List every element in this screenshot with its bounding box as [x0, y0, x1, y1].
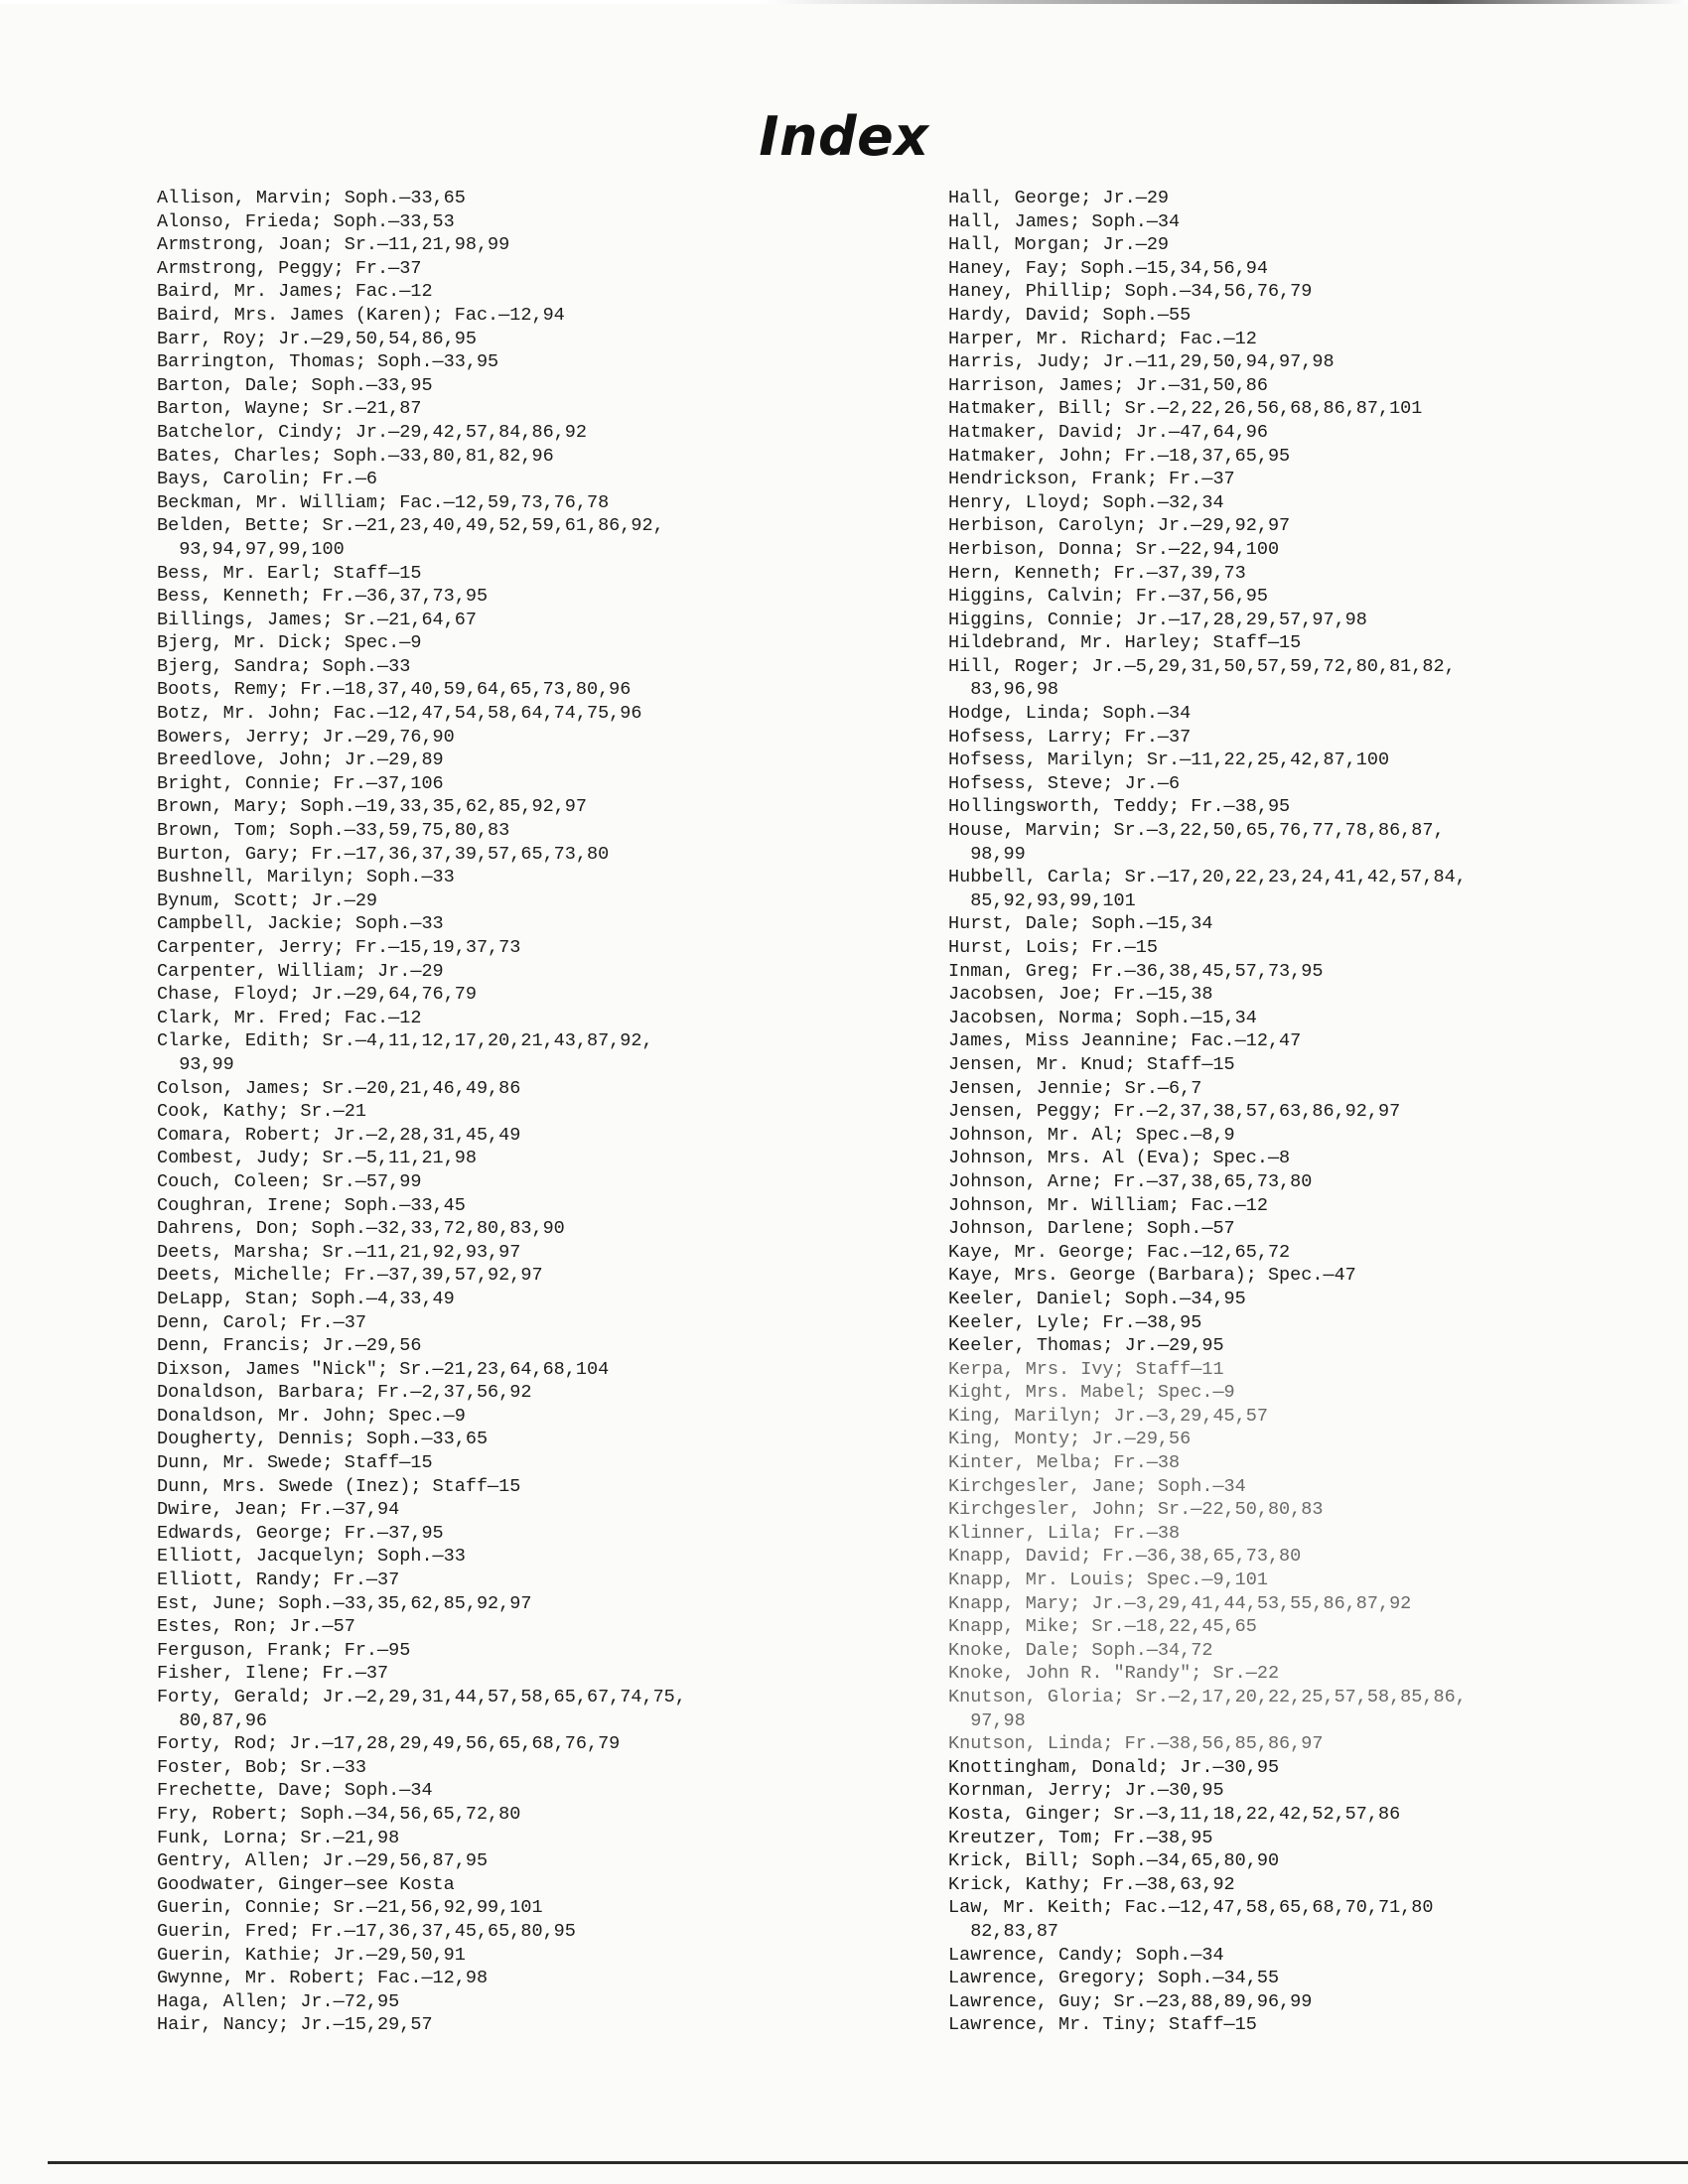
- index-entry: Hofsess, Steve; Jr.—6: [948, 772, 1181, 794]
- index-entry: Hubbell, Carla; Sr.—17,20,22,23,24,41,42,57,84,: [948, 867, 1467, 888]
- index-entry: 82,83,87: [948, 1920, 1059, 1942]
- index-entry: Hatmaker, Bill; Sr.—2,22,26,56,68,86,87,101: [948, 398, 1423, 420]
- index-entry: Frechette, Dave; Soph.—34: [157, 1780, 433, 1802]
- index-entry: King, Monty; Jr.—29,56: [948, 1429, 1192, 1450]
- index-entry: Batchelor, Cindy; Jr.—29,42,57,84,86,92: [157, 421, 587, 443]
- index-entry: Bowers, Jerry; Jr.—29,76,90: [157, 726, 455, 748]
- bottom-edge-rule: [48, 2161, 1688, 2164]
- index-entry: Kosta, Ginger; Sr.—3,11,18,22,42,52,57,86: [948, 1803, 1401, 1825]
- index-entry: Hern, Kenneth; Fr.—37,39,73: [948, 562, 1246, 584]
- index-entry: Haney, Phillip; Soph.—34,56,76,79: [948, 281, 1313, 303]
- index-entry: Kinter, Melba; Fr.—38: [948, 1452, 1181, 1474]
- index-entry: James, Miss Jeannine; Fac.—12,47: [948, 1030, 1302, 1052]
- index-entry: Inman, Greg; Fr.—36,38,45,57,73,95: [948, 960, 1324, 982]
- index-entry: Hall, George; Jr.—29: [948, 188, 1170, 208]
- index-entry: Lawrence, Gregory; Soph.—34,55: [948, 1968, 1280, 1989]
- index-entry: Burton, Gary; Fr.—17,36,37,39,57,65,73,80: [157, 843, 610, 865]
- index-entry: Goodwater, Ginger—see Kosta: [157, 1873, 455, 1895]
- index-entry: Keeler, Thomas; Jr.—29,95: [948, 1335, 1224, 1357]
- index-entry: Beckman, Mr. William; Fac.—12,59,73,76,78: [157, 491, 610, 513]
- index-entry: Kerpa, Mrs. Ivy; Staff—11: [948, 1358, 1224, 1380]
- index-entry: Billings, James; Sr.—21,64,67: [157, 609, 477, 630]
- index-entry: Brown, Tom; Soph.—33,59,75,80,83: [157, 820, 510, 842]
- index-entry: Jacobsen, Norma; Soph.—15,34: [948, 1007, 1257, 1028]
- index-entry: Bjerg, Sandra; Soph.—33: [157, 655, 411, 677]
- index-column-right: [948, 187, 1467, 2037]
- index-entry: Edwards, George; Fr.—37,95: [157, 1522, 444, 1544]
- index-entry: Funk, Lorna; Sr.—21,98: [157, 1827, 400, 1848]
- index-entry: Deets, Marsha; Sr.—11,21,92,93,97: [157, 1241, 521, 1263]
- index-entry: DeLapp, Stan; Soph.—4,33,49: [157, 1288, 455, 1309]
- index-entry: Barton, Dale; Soph.—33,95: [157, 374, 433, 396]
- index-entry: King, Marilyn; Jr.—3,29,45,57: [948, 1405, 1268, 1427]
- index-entry: Harris, Judy; Jr.—11,29,50,94,97,98: [948, 351, 1335, 373]
- index-entry: Botz, Mr. John; Fac.—12,47,54,58,64,74,75,96: [157, 703, 642, 725]
- index-entry: Klinner, Lila; Fr.—38: [948, 1522, 1181, 1544]
- index-entry: Cook, Kathy; Sr.—21: [157, 1101, 366, 1123]
- index-entry: Hardy, David; Soph.—55: [948, 304, 1192, 326]
- index-entry: Clarke, Edith; Sr.—4,11,12,17,20,21,43,87,92,: [157, 1030, 653, 1052]
- index-entry: Bess, Kenneth; Fr.—36,37,73,95: [157, 586, 489, 608]
- index-entry: Est, June; Soph.—33,35,62,85,92,97: [157, 1592, 532, 1614]
- index-entry: Fry, Robert; Soph.—34,56,65,72,80: [157, 1803, 521, 1825]
- index-entry: Gentry, Allen; Jr.—29,56,87,95: [157, 1850, 489, 1872]
- index-entry: Donaldson, Mr. John; Spec.—9: [157, 1405, 466, 1427]
- index-entry: 97,98: [948, 1709, 1026, 1731]
- index-entry: Dixson, James "Nick"; Sr.—21,23,64,68,104: [157, 1358, 610, 1380]
- index-entry: Hall, James; Soph.—34: [948, 210, 1181, 232]
- index-entry: Lawrence, Guy; Sr.—23,88,89,96,99: [948, 1990, 1313, 2012]
- index-entry: Bjerg, Mr. Dick; Spec.—9: [157, 632, 422, 654]
- index-entry: 93,94,97,99,100: [157, 538, 345, 560]
- index-entry: Hofsess, Marilyn; Sr.—11,22,25,42,87,100: [948, 750, 1390, 771]
- index-entry: Hurst, Lois; Fr.—15: [948, 937, 1158, 958]
- index-entry: Forty, Gerald; Jr.—2,29,31,44,57,58,65,67,74,75,: [157, 1687, 686, 1707]
- index-entry: Kreutzer, Tom; Fr.—38,95: [948, 1827, 1213, 1848]
- index-entry: Gwynne, Mr. Robert; Fac.—12,98: [157, 1968, 489, 1989]
- index-entry: Jensen, Jennie; Sr.—6,7: [948, 1077, 1202, 1099]
- index-entry: Elliott, Jacquelyn; Soph.—33: [157, 1546, 466, 1568]
- index-entry: Jensen, Peggy; Fr.—2,37,38,57,63,86,92,97: [948, 1101, 1401, 1123]
- index-entry: Harper, Mr. Richard; Fac.—12: [948, 328, 1257, 349]
- index-entry: Denn, Francis; Jr.—29,56: [157, 1335, 422, 1357]
- index-entry: Elliott, Randy; Fr.—37: [157, 1570, 400, 1591]
- index-entry: Kaye, Mr. George; Fac.—12,65,72: [948, 1241, 1291, 1263]
- index-entry: Hildebrand, Mr. Harley; Staff—15: [948, 632, 1302, 654]
- index-entry: Barr, Roy; Jr.—29,50,54,86,95: [157, 328, 477, 349]
- index-entry: Knutson, Gloria; Sr.—2,17,20,22,25,57,58,85,86,: [948, 1687, 1467, 1707]
- index-entry: Campbell, Jackie; Soph.—33: [157, 913, 444, 935]
- index-entry: Dwire, Jean; Fr.—37,94: [157, 1499, 400, 1521]
- index-entry: Krick, Bill; Soph.—34,65,80,90: [948, 1850, 1280, 1872]
- index-entry: Bynum, Scott; Jr.—29: [157, 889, 378, 911]
- index-entry: House, Marvin; Sr.—3,22,50,65,76,77,78,86,87,: [948, 820, 1445, 842]
- index-entry: Comara, Robert; Jr.—2,28,31,45,49: [157, 1124, 521, 1146]
- index-entry: Johnson, Mrs. Al (Eva); Spec.—8: [948, 1148, 1291, 1169]
- index-entry: Carpenter, William; Jr.—29: [157, 960, 444, 982]
- page-title: Index: [759, 105, 929, 169]
- index-entry: 80,87,96: [157, 1709, 268, 1731]
- index-entry: Alonso, Frieda; Soph.—33,53: [157, 210, 455, 232]
- index-entry: Chase, Floyd; Jr.—29,64,76,79: [157, 984, 477, 1006]
- index-entry: Jensen, Mr. Knud; Staff—15: [948, 1053, 1235, 1075]
- index-entry: Foster, Bob; Sr.—33: [157, 1756, 366, 1778]
- index-entry: Knapp, Mike; Sr.—18,22,45,65: [948, 1616, 1257, 1638]
- index-entry: Dahrens, Don; Soph.—32,33,72,80,83,90: [157, 1218, 565, 1240]
- index-entry: Brown, Mary; Soph.—19,33,35,62,85,92,97: [157, 796, 587, 818]
- index-entry: Dunn, Mr. Swede; Staff—15: [157, 1452, 433, 1474]
- index-entry: Barrington, Thomas; Soph.—33,95: [157, 351, 499, 373]
- index-entry: Hair, Nancy; Jr.—15,29,57: [157, 2014, 433, 2036]
- index-entry: Harrison, James; Jr.—31,50,86: [948, 374, 1268, 396]
- index-entry: Colson, James; Sr.—20,21,46,49,86: [157, 1077, 521, 1099]
- index-entry: Boots, Remy; Fr.—18,37,40,59,64,65,73,80,96: [157, 679, 632, 701]
- index-entry: Henry, Lloyd; Soph.—32,34: [948, 491, 1224, 513]
- index-entry: Lawrence, Mr. Tiny; Staff—15: [948, 2014, 1257, 2036]
- index-entry: Lawrence, Candy; Soph.—34: [948, 1944, 1224, 1966]
- index-entry: Armstrong, Joan; Sr.—11,21,98,99: [157, 234, 510, 256]
- index-entry: Kornman, Jerry; Jr.—30,95: [948, 1780, 1224, 1802]
- index-entry: Couch, Coleen; Sr.—57,99: [157, 1170, 422, 1192]
- index-entry: Breedlove, John; Jr.—29,89: [157, 750, 444, 771]
- index-entry: Knottingham, Donald; Jr.—30,95: [948, 1756, 1280, 1778]
- index-entry: Kirchgesler, Jane; Soph.—34: [948, 1475, 1246, 1497]
- index-entry: Higgins, Connie; Jr.—17,28,29,57,97,98: [948, 609, 1367, 630]
- index-entry: Bess, Mr. Earl; Staff—15: [157, 562, 422, 584]
- index-entry: Dougherty, Dennis; Soph.—33,65: [157, 1429, 489, 1450]
- top-edge-rule: [0, 0, 1688, 4]
- index-entry: Denn, Carol; Fr.—37: [157, 1311, 366, 1333]
- index-entry: Hodge, Linda; Soph.—34: [948, 703, 1192, 725]
- index-entry: Kirchgesler, John; Sr.—22,50,80,83: [948, 1499, 1324, 1521]
- index-entry: Guerin, Connie; Sr.—21,56,92,99,101: [157, 1897, 543, 1919]
- index-entry: Johnson, Mr. Al; Spec.—8,9: [948, 1124, 1235, 1146]
- index-entry: Knapp, Mr. Louis; Spec.—9,101: [948, 1570, 1268, 1591]
- index-entry: 85,92,93,99,101: [948, 889, 1136, 911]
- index-entry: Baird, Mrs. James (Karen); Fac.—12,94: [157, 304, 565, 326]
- index-entry: Keeler, Daniel; Soph.—34,95: [948, 1288, 1246, 1309]
- index-entry: Donaldson, Barbara; Fr.—2,37,56,92: [157, 1382, 532, 1404]
- index-entry: Combest, Judy; Sr.—5,11,21,98: [157, 1148, 477, 1169]
- index-entry: Knutson, Linda; Fr.—38,56,85,86,97: [948, 1733, 1324, 1755]
- index-entry: Hatmaker, David; Jr.—47,64,96: [948, 421, 1268, 443]
- index-entry: Guerin, Fred; Fr.—17,36,37,45,65,80,95: [157, 1920, 576, 1942]
- index-entry: Jacobsen, Joe; Fr.—15,38: [948, 984, 1213, 1006]
- index-entry: Carpenter, Jerry; Fr.—15,19,37,73: [157, 937, 521, 958]
- index-entry: Hofsess, Larry; Fr.—37: [948, 726, 1192, 748]
- index-entry: Allison, Marvin; Soph.—33,65: [157, 188, 466, 208]
- index-entry: Keeler, Lyle; Fr.—38,95: [948, 1311, 1202, 1333]
- index-entry: Hatmaker, John; Fr.—18,37,65,95: [948, 445, 1291, 467]
- index-entry: Haney, Fay; Soph.—15,34,56,94: [948, 257, 1268, 279]
- index-entry: 83,96,98: [948, 679, 1059, 701]
- index-entry: Belden, Bette; Sr.—21,23,40,49,52,59,61,86,92,: [157, 515, 664, 537]
- index-entry: Johnson, Darlene; Soph.—57: [948, 1218, 1235, 1240]
- index-column-left: [157, 187, 686, 2037]
- index-entry: Fisher, Ilene; Fr.—37: [157, 1663, 389, 1685]
- index-entry: Knapp, Mary; Jr.—3,29,41,44,53,55,86,87,92: [948, 1592, 1412, 1614]
- index-entry: Knoke, John R. "Randy"; Sr.—22: [948, 1663, 1280, 1685]
- index-entry: Herbison, Donna; Sr.—22,94,100: [948, 538, 1280, 560]
- index-entry: Bushnell, Marilyn; Soph.—33: [157, 867, 455, 888]
- index-entry: 98,99: [948, 843, 1026, 865]
- index-entry: Baird, Mr. James; Fac.—12: [157, 281, 433, 303]
- index-entry: Herbison, Carolyn; Jr.—29,92,97: [948, 515, 1291, 537]
- index-entry: Hollingsworth, Teddy; Fr.—38,95: [948, 796, 1291, 818]
- index-entry: Estes, Ron; Jr.—57: [157, 1616, 355, 1638]
- index-entry: Higgins, Calvin; Fr.—37,56,95: [948, 586, 1268, 608]
- index-entry: Krick, Kathy; Fr.—38,63,92: [948, 1873, 1235, 1895]
- index-entry: Hill, Roger; Jr.—5,29,31,50,57,59,72,80,81,82,: [948, 655, 1456, 677]
- index-entry: Forty, Rod; Jr.—17,28,29,49,56,65,68,76,79: [157, 1733, 621, 1755]
- index-entry: Ferguson, Frank; Fr.—95: [157, 1639, 411, 1661]
- index-entry: Clark, Mr. Fred; Fac.—12: [157, 1007, 422, 1028]
- index-entry: Knoke, Dale; Soph.—34,72: [948, 1639, 1213, 1661]
- index-entry: Bates, Charles; Soph.—33,80,81,82,96: [157, 445, 554, 467]
- index-entry: Haga, Allen; Jr.—72,95: [157, 1990, 400, 2012]
- index-entry: 93,99: [157, 1053, 234, 1075]
- index-entry: Hurst, Dale; Soph.—15,34: [948, 913, 1213, 935]
- index-entry: Bright, Connie; Fr.—37,106: [157, 772, 444, 794]
- index-entry: Dunn, Mrs. Swede (Inez); Staff—15: [157, 1475, 521, 1497]
- index-entry: Guerin, Kathie; Jr.—29,50,91: [157, 1944, 466, 1966]
- index-entry: Deets, Michelle; Fr.—37,39,57,92,97: [157, 1265, 543, 1287]
- index-entry: Johnson, Arne; Fr.—37,38,65,73,80: [948, 1170, 1313, 1192]
- index-entry: Armstrong, Peggy; Fr.—37: [157, 257, 422, 279]
- index-entry: Law, Mr. Keith; Fac.—12,47,58,65,68,70,71,80: [948, 1897, 1434, 1919]
- index-entry: Coughran, Irene; Soph.—33,45: [157, 1194, 466, 1216]
- index-entry: Barton, Wayne; Sr.—21,87: [157, 398, 422, 420]
- index-entry: Bays, Carolin; Fr.—6: [157, 469, 378, 490]
- index-entry: Hendrickson, Frank; Fr.—37: [948, 469, 1235, 490]
- index-entry: Knapp, David; Fr.—36,38,65,73,80: [948, 1546, 1302, 1568]
- index-entry: Kight, Mrs. Mabel; Spec.—9: [948, 1382, 1235, 1404]
- index-entry: Johnson, Mr. William; Fac.—12: [948, 1194, 1268, 1216]
- index-entry: Hall, Morgan; Jr.—29: [948, 234, 1170, 256]
- index-entry: Kaye, Mrs. George (Barbara); Spec.—47: [948, 1265, 1356, 1287]
